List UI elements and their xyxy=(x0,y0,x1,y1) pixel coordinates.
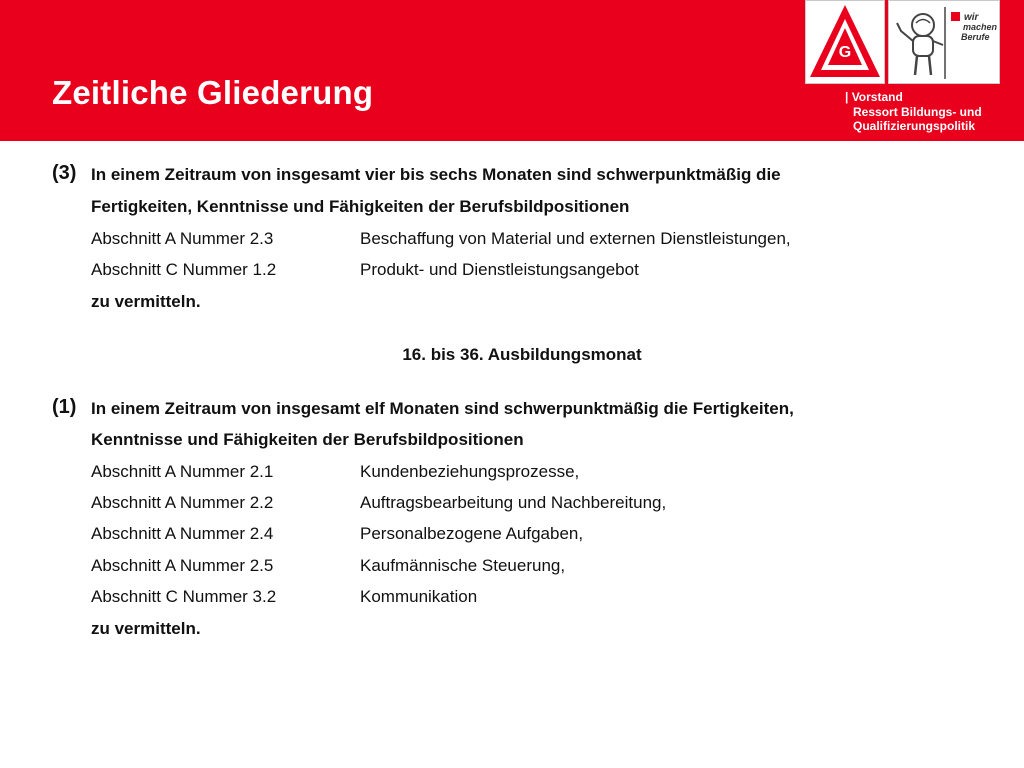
org-line-qualifizierung: Qualifizierungspolitik xyxy=(853,119,976,133)
section-3-closing: zu vermitteln. xyxy=(91,292,201,311)
section-3-intro-line-2 xyxy=(91,197,629,217)
igm-logo xyxy=(805,0,885,84)
section-1-intro-prefix: Kenntnisse und Fähigkeiten der xyxy=(91,430,354,449)
section-3-row-2-desc: Produkt- und Dienstleistungsangebot xyxy=(360,260,639,279)
svg-text:G: G xyxy=(838,44,852,61)
section-3-row-2-ref: Abschnitt C Nummer 1.2 xyxy=(91,260,277,279)
wir-text: wir xyxy=(964,12,979,23)
page-title: Zeitliche Gliederung xyxy=(52,74,374,111)
astronaut-figure-icon xyxy=(889,1,999,83)
section-3-intro-prefix: Fertigkeiten, Kenntnisse und Fähigkeiten der xyxy=(91,197,460,216)
section-1-intro-line-1: In einem Zeitraum von insgesamt elf Monaten sind schwerpunktmäßig die Fertigkeiten, xyxy=(91,399,794,418)
section-1-row-2-desc: Auftragsbearbeitung und Nachbereitung, xyxy=(360,493,667,512)
section-1-row-3-desc: Personalbezogene Aufgaben, xyxy=(360,524,584,543)
berufe-text: Berufe xyxy=(961,32,990,42)
section-1-row-4-desc: Kaufmännische Steuerung, xyxy=(360,556,566,575)
section-1-intro-bold: Berufsbildpositionen xyxy=(353,430,524,449)
section-number-1: (1) xyxy=(52,396,77,418)
section-3-row-1-ref: Abschnitt A Nummer 2.3 xyxy=(91,229,274,248)
section-1-row-5-desc: Kommunikation xyxy=(360,587,478,606)
section-1-row-4-ref: Abschnitt A Nummer 2.5 xyxy=(91,556,274,575)
section-1-row-3-ref: Abschnitt A Nummer 2.4 xyxy=(91,524,274,543)
org-line-ressort: Ressort Bildungs- und xyxy=(853,104,982,119)
section-3-intro-bold: Berufsbildpositionen xyxy=(459,197,630,216)
period-heading: 16. bis 36. Ausbildungsmonat xyxy=(402,345,642,364)
wir-machen-berufe-logo xyxy=(888,0,1000,84)
section-1-row-1-ref: Abschnitt A Nummer 2.1 xyxy=(91,462,274,481)
header-bar xyxy=(0,0,1024,141)
igm-triangle-icon xyxy=(806,1,884,83)
section-3-intro-line-1: In einem Zeitraum von insgesamt vier bis sechs Monaten sind schwerpunktmäßig die xyxy=(91,165,781,184)
machen-text: machen xyxy=(963,22,998,32)
organization-info xyxy=(845,90,982,134)
section-1-row-1-desc: Kundenbeziehungsprozesse, xyxy=(360,462,580,481)
section-1-row-5-ref: Abschnitt C Nummer 3.2 xyxy=(91,587,277,606)
section-1-row-2-ref: Abschnitt A Nummer 2.2 xyxy=(91,493,274,512)
section-1-closing: zu vermitteln. xyxy=(91,619,201,638)
section-1-intro-line-2 xyxy=(91,430,524,450)
section-3-row-1-desc: Beschaffung von Material und externen Dienstleistungen, xyxy=(360,229,791,248)
section-number-3: (3) xyxy=(52,162,77,184)
org-line-vorstand: | Vorstand xyxy=(845,90,903,104)
